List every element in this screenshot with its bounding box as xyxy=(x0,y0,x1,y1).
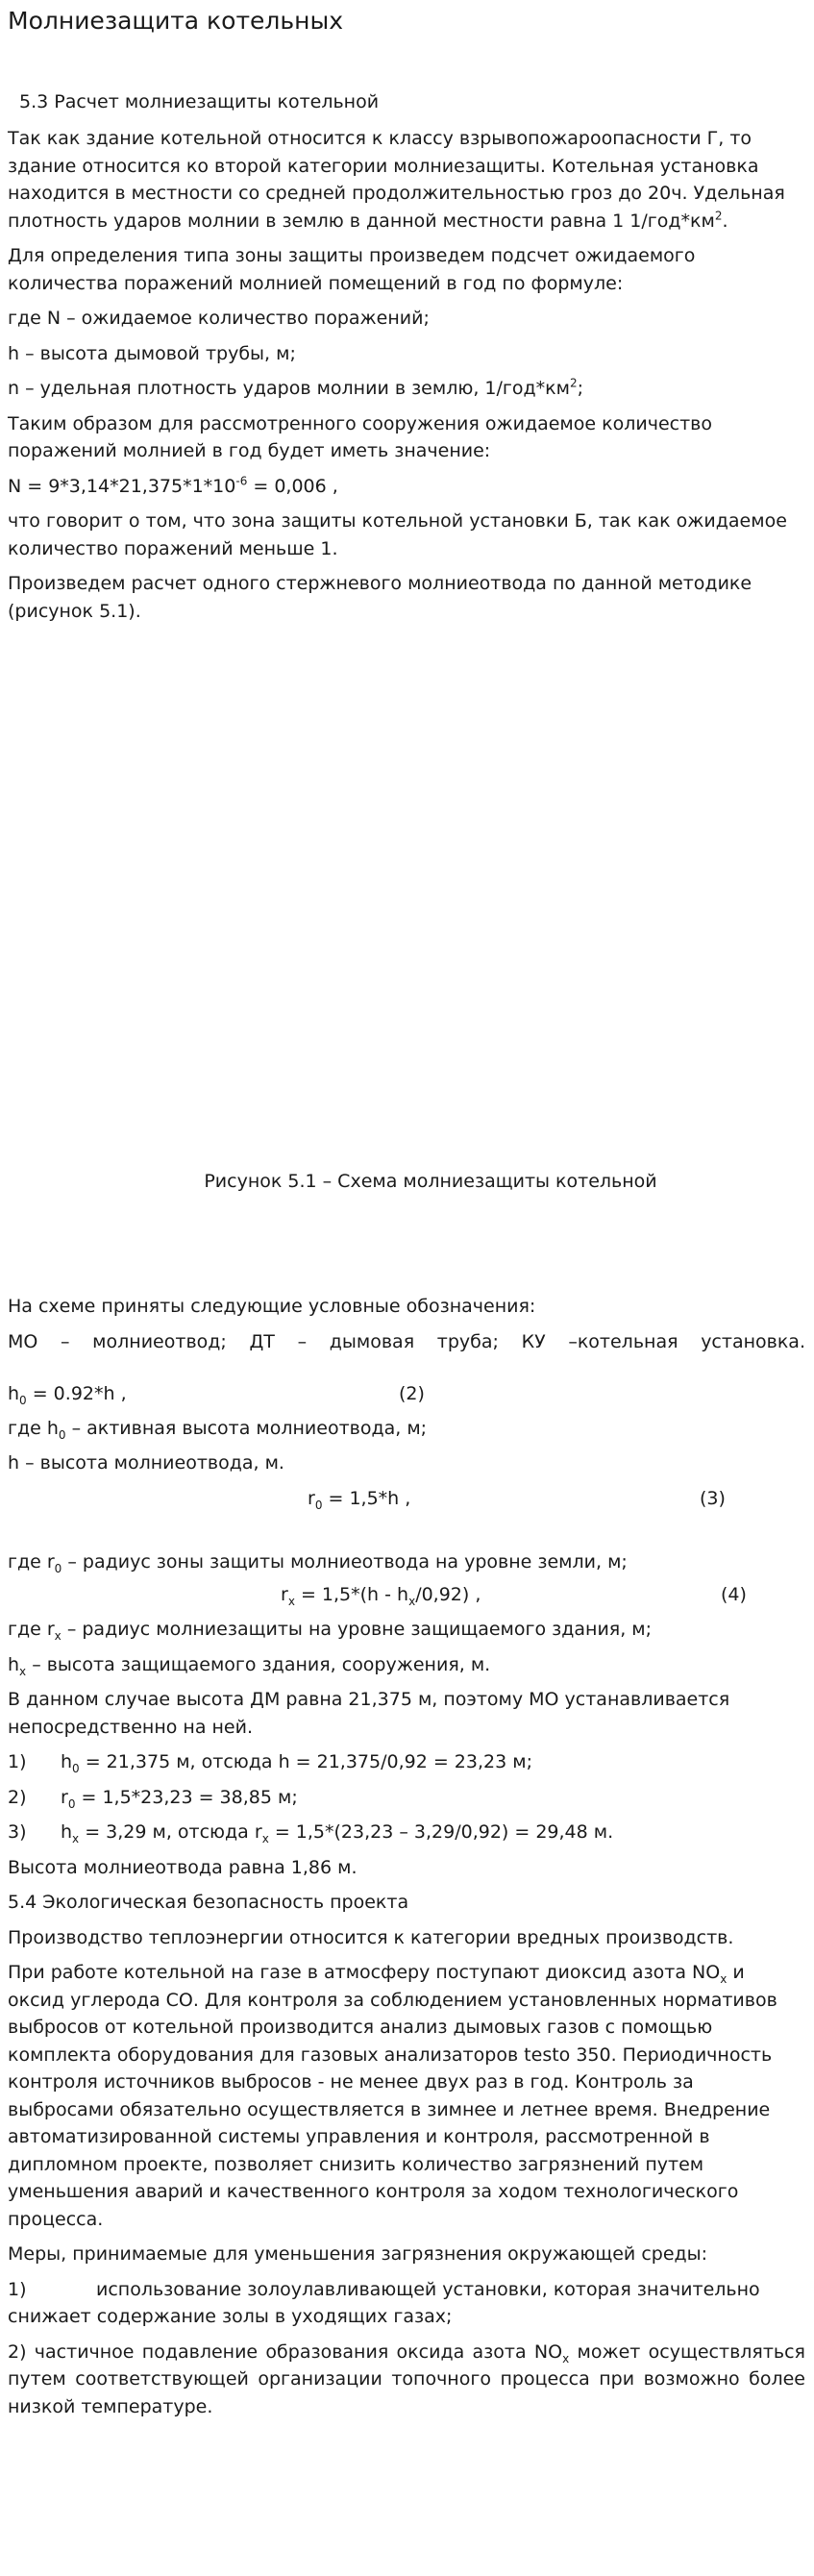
definition-n-density: n – удельная плотность ударов молнии в землю, $1/год*км^2$; xyxy=(8,376,584,399)
equation-3-number: (3) xyxy=(700,1487,726,1509)
equation-4 xyxy=(8,1581,805,1608)
equation-2-expression: $h_0 = 0.92*h$ , xyxy=(8,1382,127,1407)
paragraph-emissions: При работе котельной на газе в атмосферу поступают диоксид азота $NO_x$ и оксид углерода СО. Для контроля за соблюдением установленных нормативов выбросов от котельной производится анализ дымовых газов с помощью комплекта оборудования для газовых анализаторов testo 350. Периодичность контроля источников выбросов - не менее двух раз в год. Контроль за выбросами обязательно осуществляется в зимнее и летнее время. Внедрение автоматизированной системы управления и контроля, рассмотренной в дипломном проекте, позволяет снизить количество загрязнений путем уменьшения аварий и качественного контроля за ходом технологического процесса. xyxy=(8,1962,777,2230)
document-page xyxy=(8,0,805,2420)
figure-caption: Рисунок 5.1 – Схема молниезащиты котельной xyxy=(204,1171,657,1192)
measure-item-2: 2) частичное подавление образования оксида азота $NO_x$ может осуществляться путем соответствующей организации топочного процесса при возможно более низкой температуре. xyxy=(8,2341,805,2417)
paragraph-rod-calc: Произведем расчет одного стержневого молниеотвода по данной методике (рисунок 5.1). xyxy=(8,573,752,622)
definition-hx: $h_x$ – высота защищаемого здания, сооружения, м. xyxy=(8,1653,491,1678)
definition-h-rod: h – высота молниеотвода, м. xyxy=(8,1452,284,1474)
equation-4-expression: $r_x = 1,5*(h - h_x/0,92)$ , xyxy=(281,1584,481,1608)
calc-item-3: 3) $h_x = 3,29$ м, отсюда $r_x = 1,5*(23,23 - 3,29/0,92) = 29,48$ м. xyxy=(8,1821,614,1845)
definition-rx: где $r_x$ – радиус молниезащиты на уровне защищаемого здания, м; xyxy=(8,1619,653,1643)
paragraph-zone-b: что говорит о том, что зона защиты котельной установки Б, так как ожидаемое количество поражений меньше 1. xyxy=(8,510,787,559)
calc-item-2: 2) $r_0 = 1,5*23,23 = 38,85$ м; xyxy=(8,1786,298,1811)
paragraph-rod-height: Высота молниеотвода равна 1,86 м. xyxy=(8,1856,358,1878)
paragraph-method-intro: Для определения типа зоны защиты произведем подсчет ожидаемого количества поражений молнией помещений в год по формуле: xyxy=(8,245,696,294)
equation-2-number: (2) xyxy=(399,1382,425,1404)
calc-item-1: 1) $h_0 = 21,375$ м, отсюда h = 21,375/0,92 = 23,23 м; xyxy=(8,1751,532,1775)
paragraph-expected-value: Таким образом для рассмотренного сооружения ожидаемое количество поражений молнией в год будет иметь значение: xyxy=(8,412,712,461)
equation-4-number: (4) xyxy=(721,1584,747,1605)
legend-intro: На схеме приняты следующие условные обозначения: xyxy=(8,1296,536,1317)
definition-r0: где $r_0$ – радиус зоны защиты молниеотвода на уровне земли, м; xyxy=(8,1550,628,1575)
equation-2 xyxy=(8,1380,805,1407)
equation-3-expression: $r_0 = 1,5*h$ , xyxy=(308,1487,411,1512)
equation-N: $N = 9*3,14*21,375*1*10^{-6} = 0,006$ , xyxy=(8,474,338,497)
measure-item-1: 1) использование золоулавливающей установки, которая значительно снижает содержание золы в уходящих газах; xyxy=(8,2278,760,2327)
paragraph-dm-height: В данном случае высота ДМ равна 21,375 м, поэтому МО устанавливается непосредственно на ней. xyxy=(8,1689,730,1738)
paragraph-category: Так как здание котельной относится к классу взрывопожароопасности Г, то здание относится ко второй категории молниезащиты. Котельная установка находится в местности со средней продолжительностью гроз до 20ч. Удельная плотность ударов молнии в землю в данной местности равна 1 $1/год*км^2$. xyxy=(8,128,785,232)
definition-h0: где $h_0$ – активная высота молниеотвода, м; xyxy=(8,1417,428,1442)
section-heading-5-4: 5.4 Экологическая безопасность проекта xyxy=(8,1892,409,1913)
page-title: Молниезащита котельных xyxy=(8,7,343,35)
definition-N: где N – ожидаемое количество поражений; xyxy=(8,308,430,329)
legend-line: МО – молниеотвод; ДТ – дымовая труба; КУ –котельная установка. xyxy=(8,1330,805,1352)
paragraph-harmful-production: Производство теплоэнергии относится к категории вредных производств. xyxy=(8,1926,734,1948)
paragraph-measures-intro: Меры, принимаемые для уменьшения загрязнения окружающей среды: xyxy=(8,2243,708,2265)
equation-3 xyxy=(8,1485,805,1512)
section-heading-5-3: 5.3 Расчет молниезащиты котельной xyxy=(19,91,380,112)
definition-h-chimney: h – высота дымовой трубы, м; xyxy=(8,342,296,364)
figure-placeholder xyxy=(8,625,805,1168)
